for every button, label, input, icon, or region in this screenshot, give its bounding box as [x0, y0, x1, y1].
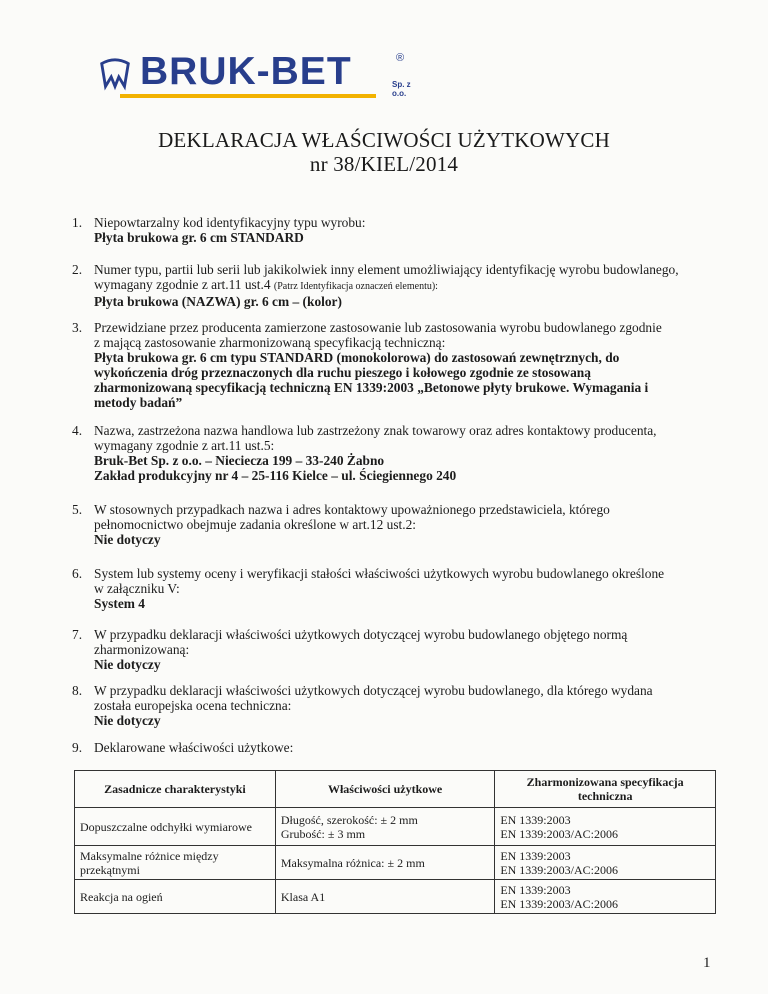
item-number: 4. — [72, 423, 83, 438]
item-number: 7. — [72, 627, 83, 642]
cell-line: EN 1339:2003/AC:2006 — [500, 826, 618, 841]
item-body — [94, 262, 712, 309]
item-body — [94, 423, 712, 483]
item-value: Płyta brukowa gr. 6 cm STANDARD — [94, 230, 304, 245]
item-body — [94, 627, 712, 672]
declaration-item — [72, 423, 712, 483]
item-text: wymagany zgodnie z art.11 ust.5: — [94, 438, 275, 453]
declaration-item — [72, 215, 712, 245]
item-text: Przewidziane przez producenta zamierzone zastosowanie lub zastosowania wyrobu budowlanego zgodnie — [94, 320, 662, 335]
item-body — [94, 683, 712, 728]
item-text: Nazwa, zastrzeżona nazwa handlowa lub zastrzeżony znak towarowy oraz adres kontaktowy producenta, — [94, 423, 657, 438]
item-number: 5. — [72, 502, 83, 517]
logo-brand-text: BRUK-BET — [140, 50, 352, 93]
table-header-cell: Właściwości użytkowe — [275, 771, 494, 808]
table-row — [75, 846, 716, 880]
item-text-line — [94, 502, 712, 517]
bruk-bet-logo-icon — [96, 56, 134, 94]
item-text-line — [94, 740, 712, 755]
cell-line: Maksymalna różnica: ± 2 mm — [280, 855, 425, 870]
cell-line: EN 1339:2003/AC:2006 — [500, 862, 618, 877]
page-number: 1 — [703, 955, 711, 971]
table-header-row — [75, 771, 716, 808]
item-text: wymagany zgodnie z art.11 ust.4 — [94, 277, 271, 292]
declaration-item — [72, 320, 712, 410]
item-text: została europejska ocena techniczna: — [94, 698, 292, 713]
cell-line: EN 1339:2003 — [500, 882, 571, 897]
item-text-line — [94, 581, 712, 596]
properties-table — [74, 770, 716, 914]
declaration-item — [72, 627, 712, 672]
item-text-line — [94, 627, 712, 642]
table-header-cell: Zharmonizowana specyfikacja techniczna — [495, 771, 716, 808]
cell-line: EN 1339:2003 — [500, 848, 571, 863]
item-text: Deklarowane właściwości użytkowe: — [94, 740, 294, 755]
item-text: W przypadku deklaracji właściwości użytkowych dotyczącej wyrobu budowlanego, dla którego wydana — [94, 683, 653, 698]
declaration-item — [72, 683, 712, 728]
declaration-item — [72, 262, 712, 309]
item-text: Niepowtarzalny kod identyfikacyjny typu wyrobu: — [94, 215, 366, 230]
performance-cell — [275, 808, 494, 846]
cell-line: Długość, szerokość: ± 2 mm — [280, 812, 418, 827]
specification-cell — [495, 880, 716, 914]
item-text-line — [94, 335, 712, 350]
item-value: Nie dotyczy — [94, 657, 161, 672]
item-text: Numer typu, partii lub serii lub jakikolwiek inny element umożliwiający identyfikację wyrobu budowlanego, — [94, 262, 679, 277]
item-number: 6. — [72, 566, 83, 581]
item-number: 3. — [72, 320, 83, 335]
characteristic-cell: Maksymalne różnice między przekątnymi — [75, 846, 276, 880]
performance-cell — [275, 880, 494, 914]
declaration-item — [72, 502, 712, 547]
logo-suffix: Sp. z o.o. — [392, 80, 411, 98]
item-number: 8. — [72, 683, 83, 698]
declaration-item — [72, 740, 712, 755]
table-row — [75, 808, 716, 846]
item-body — [94, 566, 712, 611]
document-number: nr 38/KIEL/2014 — [309, 152, 459, 176]
item-value: metody badań” — [94, 395, 183, 410]
item-value: Bruk-Bet Sp. z o.o. – Nieciecza 199 – 33-240 Żabno — [94, 453, 385, 468]
item-text-line — [94, 683, 712, 698]
item-body — [94, 215, 712, 245]
item-text-line — [94, 423, 712, 438]
table-row — [75, 880, 716, 914]
performance-cell — [275, 846, 494, 880]
item-body — [94, 740, 712, 755]
specification-cell — [495, 808, 716, 846]
item-text-line — [94, 277, 712, 294]
item-body — [94, 320, 712, 410]
cell-line: Klasa A1 — [280, 889, 326, 904]
item-text-line — [94, 642, 712, 657]
characteristic-cell: Dopuszczalne odchyłki wymiarowe — [75, 808, 276, 846]
item-text: pełnomocnictwo obejmuje zadania określone w art.12 ust.2: — [94, 517, 417, 532]
table-header-cell: Zasadnicze charakterystyki — [75, 771, 276, 808]
item-body — [94, 502, 712, 547]
item-small-note: (Patrz Identyfikacja oznaczeń elementu): — [273, 281, 438, 292]
item-value: Nie dotyczy — [94, 713, 161, 728]
cell-line: Grubość: ± 3 mm — [280, 826, 366, 841]
item-text: zharmonizowaną: — [94, 642, 190, 657]
item-text: z mającą zastosowanie zharmonizowaną specyfikacją techniczną: — [94, 335, 446, 350]
item-text-line — [94, 566, 712, 581]
item-number: 2. — [72, 262, 83, 277]
characteristic-cell: Reakcja na ogień — [75, 880, 276, 914]
item-value: Płyta brukowa (NAZWA) gr. 6 cm – (kolor) — [94, 294, 342, 309]
item-value: zharmonizowaną specyfikacją techniczną EN 1339:2003 „Betonowe płyty brukowe. Wymagania i — [94, 380, 649, 395]
cell-line: EN 1339:2003/AC:2006 — [500, 896, 618, 911]
declaration-item — [72, 566, 712, 611]
item-value: Zakład produkcyjny nr 4 – 25-116 Kielce – ul. Ściegiennego 240 — [94, 468, 457, 483]
item-number: 9. — [72, 740, 83, 755]
item-text-line — [94, 698, 712, 713]
item-text: W stosownych przypadkach nazwa i adres kontaktowy upoważnionego przedstawiciela, którego — [94, 502, 610, 517]
item-text-line — [94, 320, 712, 335]
cell-line: EN 1339:2003 — [500, 812, 571, 827]
item-text-line — [94, 215, 712, 230]
item-value: Nie dotyczy — [94, 532, 161, 547]
logo-registered-mark: ® — [396, 52, 405, 64]
item-value: System 4 — [94, 596, 145, 611]
logo-underline-bar — [120, 94, 376, 98]
item-value: Płyta brukowa gr. 6 cm typu STANDARD (monokolorowa) do zastosowań zewnętrznych, do — [94, 350, 620, 365]
item-number: 1. — [72, 215, 83, 230]
item-text-line — [94, 262, 712, 277]
specification-cell — [495, 846, 716, 880]
item-text-line — [94, 517, 712, 532]
item-text: W przypadku deklaracji właściwości użytkowych dotyczącej wyrobu budowlanego objętego normą — [94, 627, 628, 642]
item-value: wykończenia dróg przeznaczonych dla ruchu pieszego i kołowego zgodnie ze stosowaną — [94, 365, 591, 380]
item-text-line — [94, 438, 712, 453]
document-title: DEKLARACJA WŁAŚCIWOŚCI UŻYTKOWYCH — [158, 128, 610, 152]
item-text: w załączniku V: — [94, 581, 180, 596]
item-text: System lub systemy oceny i weryfikacji stałości właściwości użytkowych wyrobu budowlanego określone — [94, 566, 665, 581]
